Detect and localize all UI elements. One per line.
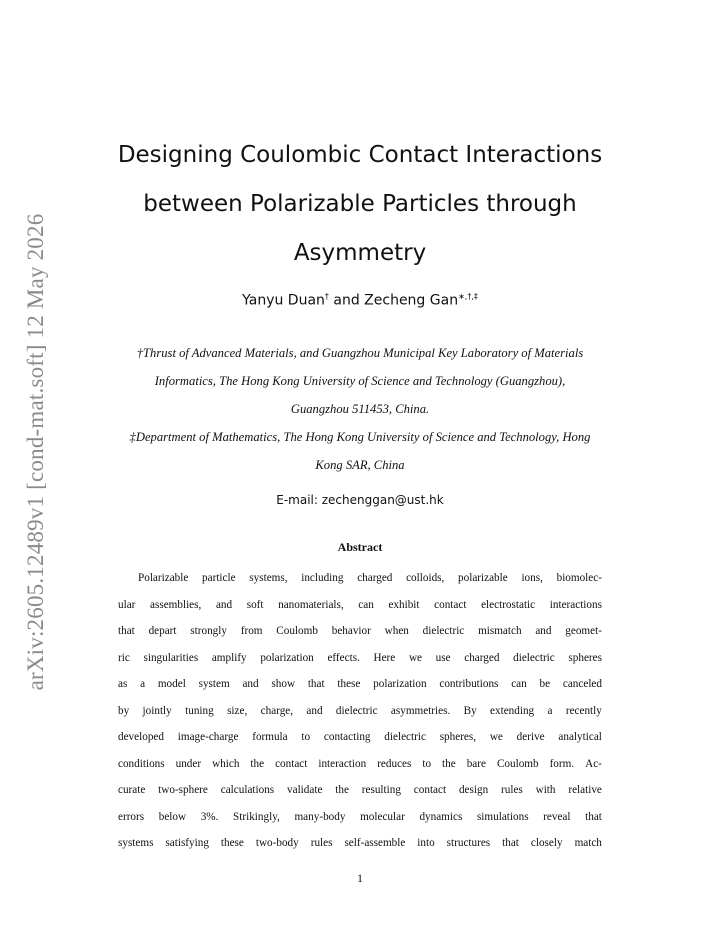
abstract-word: and	[535, 625, 552, 637]
author-name: Yanyu Duan	[242, 292, 325, 309]
abstract-word: geomet-	[565, 625, 602, 637]
abstract-word: model	[157, 678, 186, 690]
abstract-word: and	[215, 598, 233, 611]
page-number: 1	[357, 871, 363, 885]
abstract-word: can	[358, 598, 374, 611]
title-line: Designing Coulombic Contact Interactions	[117, 142, 603, 168]
abstract-word: recently	[565, 704, 602, 717]
abstract-word: a	[140, 678, 146, 690]
abstract-word: jointly	[142, 704, 172, 717]
abstract-word: match	[574, 837, 602, 849]
abstract-word: extending	[490, 704, 535, 717]
abstract-word: many-body	[294, 810, 346, 823]
corresponding-email: E-mail: zechenggan@ust.hk	[276, 493, 444, 507]
abstract-word: these	[337, 678, 361, 690]
abstract-word: two-sphere	[158, 784, 208, 796]
abstract-word: validate	[287, 784, 323, 796]
abstract-line	[118, 621, 602, 648]
abstract-word: including	[301, 572, 344, 584]
abstract-word: dielectric	[422, 625, 465, 637]
abstract-word: colloids,	[406, 572, 445, 584]
affiliation-line: Guangzhou 511453, China.	[290, 402, 430, 416]
abstract-word: rules	[310, 837, 333, 849]
abstract-word: under	[175, 757, 202, 770]
abstract-word: the	[250, 757, 265, 770]
abstract-word: biomolec-	[556, 572, 602, 584]
title-line: between Polarizable Particles through	[143, 191, 577, 217]
abstract-word: singularities	[143, 651, 199, 664]
abstract-word: dielectric	[335, 704, 378, 717]
affiliations	[80, 339, 640, 479]
abstract-word: curate	[118, 784, 146, 796]
abstract-word: the	[335, 784, 349, 796]
abstract-line	[118, 674, 602, 701]
abstract-word: Coulomb	[496, 757, 539, 770]
abstract-body	[118, 568, 602, 860]
abstract-word: dielectric	[513, 651, 555, 664]
abstract-word: analytical	[558, 731, 602, 743]
abstract-word: charged	[357, 572, 393, 584]
abstract-word: Polarizable	[138, 572, 189, 584]
abstract-word: structures	[446, 837, 491, 849]
abstract-word: self-assemble	[344, 837, 406, 849]
abstract-word: assemblies,	[150, 598, 202, 611]
abstract-word: contact	[434, 598, 467, 611]
abstract-word: system	[198, 678, 230, 690]
author-name: Zecheng Gan	[364, 292, 459, 309]
abstract-word: systems,	[249, 572, 288, 584]
abstract-word: canceled	[562, 678, 602, 690]
abstract-line	[118, 807, 602, 834]
abstract-word: and	[306, 704, 323, 717]
abstract-word: as	[118, 678, 128, 690]
abstract-word: that	[118, 625, 135, 637]
abstract-word: ular	[118, 598, 136, 611]
abstract-line	[118, 595, 602, 622]
abstract-word: Ac-	[585, 757, 602, 770]
abstract-word: dynamics	[419, 810, 463, 823]
abstract-word: resulting	[361, 784, 401, 796]
abstract-word: Coulomb	[276, 625, 318, 637]
abstract-line	[118, 727, 602, 754]
abstract-word: can	[511, 678, 527, 690]
abstract-word: conditions	[118, 757, 165, 770]
abstract-word: polarizable	[458, 572, 508, 584]
affiliation-mark: †	[324, 292, 329, 301]
abstract-word: simulations	[476, 810, 529, 823]
author-joiner: and	[328, 292, 365, 309]
abstract-line	[118, 754, 602, 781]
abstract-word: depart	[148, 625, 177, 637]
abstract-word: charge,	[260, 704, 294, 717]
title-line: Asymmetry	[293, 240, 427, 266]
abstract-word: derive	[516, 731, 545, 743]
abstract-word: polarization	[260, 651, 314, 664]
abstract-word: soft	[246, 598, 264, 611]
abstract-word: into	[417, 837, 435, 849]
abstract-word: reduces	[377, 757, 412, 770]
paper-title	[80, 131, 640, 278]
abstract-word: with	[535, 784, 556, 796]
abstract-word: ric	[118, 651, 130, 664]
abstract-word: exhibit	[388, 598, 420, 611]
abstract-word: rules	[501, 784, 523, 796]
abstract-word: show	[271, 678, 296, 690]
abstract-word: below	[158, 810, 187, 823]
abstract-word: contributions	[439, 678, 499, 690]
affiliation-mark: ∗,†,‡	[458, 292, 478, 301]
abstract-word: from	[240, 625, 263, 637]
abstract-word: contacting	[323, 731, 371, 743]
abstract-word: to	[301, 731, 311, 743]
abstract-line	[118, 648, 602, 675]
abstract-word: image-charge	[177, 731, 239, 743]
affiliation-line: ‡Department of Mathematics, The Hong Kong University of Science and Technology, Hong	[129, 430, 591, 444]
abstract-word: 3%.	[200, 810, 219, 823]
abstract-line	[118, 833, 602, 860]
abstract-word: and	[242, 678, 259, 690]
abstract-word: size,	[227, 704, 248, 717]
abstract-word: particle	[202, 572, 236, 584]
abstract-word: use	[435, 651, 451, 664]
abstract-word: behavior	[331, 625, 371, 637]
abstract-word: formula	[252, 731, 288, 743]
affiliation-line: Kong SAR, China	[315, 458, 405, 472]
abstract-word: that	[585, 810, 602, 823]
abstract-word: we	[408, 651, 422, 664]
abstract-word: dielectric	[384, 731, 426, 743]
abstract-word: form.	[549, 757, 575, 770]
abstract-word: a	[547, 704, 553, 717]
abstract-word: By	[463, 704, 477, 717]
abstract-word: molecular	[360, 810, 405, 823]
abstract-word: interaction	[318, 757, 367, 770]
abstract-word: satisfying	[165, 837, 209, 849]
abstract-word: developed	[118, 731, 164, 743]
abstract-word: these	[220, 837, 244, 849]
abstract-word: by	[118, 704, 130, 717]
abstract-line	[118, 701, 602, 728]
abstract-line	[118, 780, 602, 807]
abstract-word: two-body	[255, 837, 299, 849]
abstract-word: bare	[466, 757, 486, 770]
abstract-word: Strikingly,	[233, 810, 280, 823]
abstract-word: spheres	[568, 651, 602, 664]
abstract-word: Here	[373, 651, 396, 664]
abstract-word: systems	[118, 837, 154, 849]
abstract-word: to	[422, 757, 432, 770]
abstract-word: contact	[275, 757, 308, 770]
abstract-word: ions,	[521, 572, 543, 584]
abstract-word: amplify	[211, 651, 247, 664]
abstract-heading: Abstract	[337, 540, 383, 554]
abstract-word: the	[442, 757, 456, 770]
abstract-word: polarization	[373, 678, 427, 690]
abstract-word: charged	[464, 651, 500, 664]
affiliation-line: Informatics, The Hong Kong University of Science and Technology (Guangzhou),	[154, 374, 566, 388]
abstract-word: asymmetries.	[390, 704, 451, 717]
abstract-word: design	[458, 784, 489, 796]
abstract-word: be	[539, 678, 551, 690]
affiliation-line: †Thrust of Advanced Materials, and Guangzhou Municipal Key Laboratory of Materials	[136, 346, 584, 360]
abstract-word: tuning	[185, 704, 214, 717]
author-list	[80, 292, 640, 309]
abstract-line	[118, 568, 602, 595]
abstract-word: effects.	[327, 651, 360, 664]
abstract-word: we	[489, 731, 503, 743]
arxiv-identifier-stamp: arXiv:2605.12489v1 [cond-mat.soft] 12 May 2026	[23, 213, 48, 691]
abstract-word: that	[502, 837, 519, 849]
abstract-word: when	[384, 625, 409, 637]
abstract-word: calculations	[220, 784, 275, 796]
abstract-word: spheres,	[439, 731, 477, 743]
abstract-word: electrostatic	[481, 598, 536, 611]
abstract-word: contact	[413, 784, 447, 796]
abstract-word: that	[307, 678, 325, 690]
abstract-word: relative	[568, 784, 602, 796]
abstract-word: strongly	[190, 625, 227, 637]
abstract-word: interactions	[549, 598, 602, 611]
abstract-word: errors	[118, 810, 145, 823]
abstract-word: nanomaterials,	[278, 598, 344, 611]
abstract-word: closely	[530, 837, 563, 849]
abstract-word: mismatch	[478, 625, 522, 637]
abstract-word: which	[212, 757, 240, 770]
abstract-word: reveal	[543, 810, 571, 823]
